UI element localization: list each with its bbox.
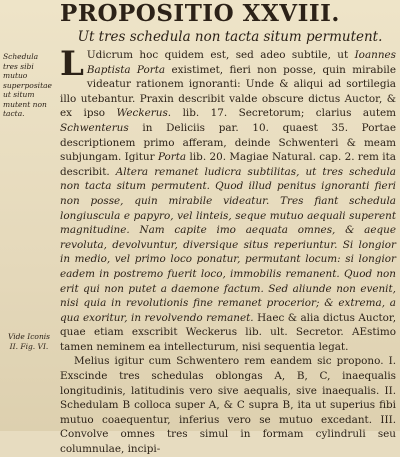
text-run: . lib. 17. Secretorum; clarius autem — [167, 107, 396, 120]
margin-note-figure-reference: Vide Iconis II. Fig. VI. — [7, 332, 51, 351]
text-run: Haec & alia dictus Auctor, quae etiam exscribit Weckerus lib. ult. Secretor. AEstimo tamen neminem ea intellecturum, nisi sequentia legat. — [60, 311, 397, 353]
proposition-heading: PROPOSITIO XXVIII. — [60, 0, 340, 27]
drop-capital: L — [60, 44, 84, 84]
author-name: Porta — [157, 151, 187, 164]
author-name: Schwenterus — [60, 121, 129, 134]
text-run: existimet, fieri non posse, quin mirabile videatur rationem ignoranti: Unde & aliqui ad sortilegia illo utebantur. Praxin describit valde obscure dictus Auctor, & ex ipso — [60, 63, 397, 120]
quotation: Altera remanet ludicra subtilitas, ut tres schedula non tacta situm permutent. Quod illud penitus ignoranti fieri non posse, quin mirabile videatur. Tres fiant schedula longiuscula e papyro, vel linteis, seque mutuo aequali superent magnitudine. Nam capite imo aequata omnes, & aeque revoluta, devolvuntur, diversique situs reperiuntur. Si longior in medio, vel primo loco ponatur, permutant locum: si longior eadem in postremo fuerit loco, immobilis remanent. Quod non erit qui non putet a daemone factum. Sed aliunde non evenit, nisi quia in revolutionis fine remanet procerior; & extrema, a qua exoritur, in revolvendo remanet. — [60, 165, 396, 324]
body-text — [60, 44, 397, 457]
paragraph-2: Melius igitur cum Schwentero rem eandem sic propono. I. Exscinde tres schedulas oblongas A, B, C, inaequalis longitudinis, latitudinis vero sive aequalis, sive inaequalis. II. Schedulam B colloca super A, & C supra B, ita ut superius fibi mutuo coaequentur, inferius vero se mutuo excedant. III. Convolve omnes tres simul in formam cylindruli seu columnulae, incipi- — [60, 355, 396, 456]
author-name: Weckerus — [116, 107, 168, 120]
proposition-subtitle: Ut tres schedula non tacta situm permutent. — [77, 29, 383, 45]
margin-note-summary: Schedula tres sibi mutuo superpositae ut situm mutent non tacta. — [3, 52, 52, 118]
text-run: lib. 20. Magiae Natural. cap. 2. rem ita describit. — [60, 151, 396, 178]
author-name: Ioannes Baptista Porta — [86, 49, 396, 76]
text-run: Udicrum hoc quidem est, sed adeo subtile, ut — [86, 49, 355, 61]
text-run: in Deliciis par. 10. quaest 35. Portae descriptionem primo afferam, deinde Schwenteri & meam subjungam. Igitur — [60, 121, 396, 164]
paragraph-1 — [60, 44, 397, 354]
